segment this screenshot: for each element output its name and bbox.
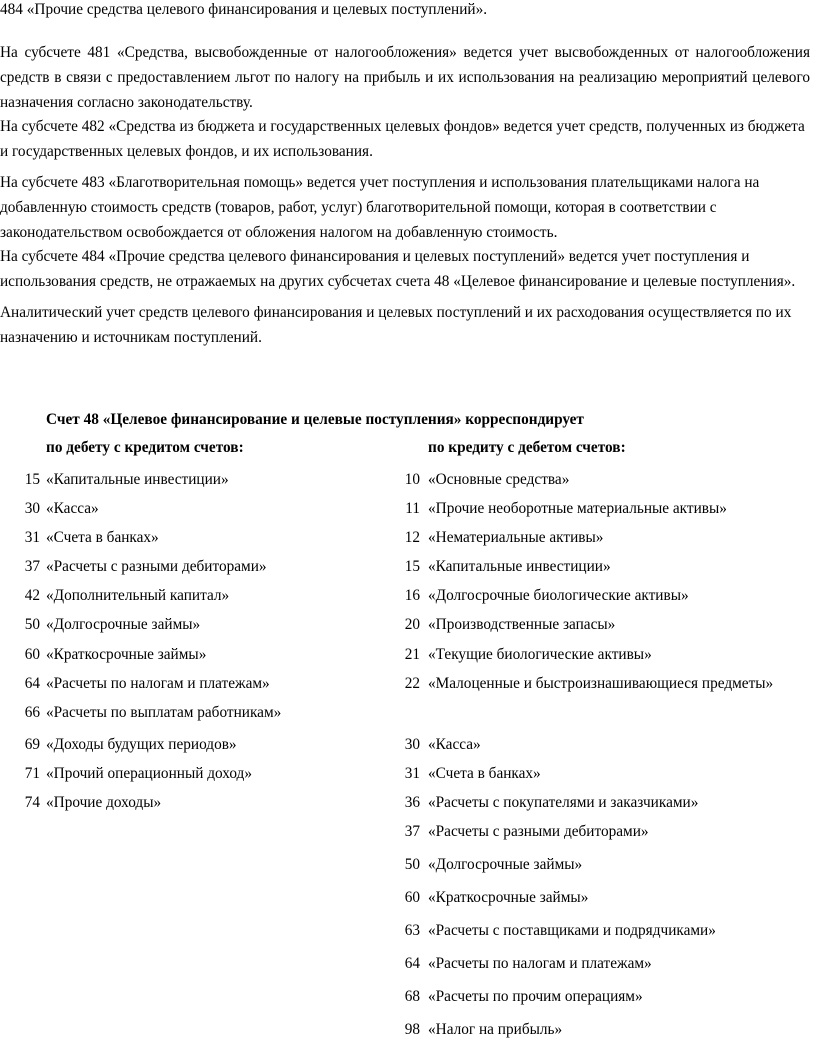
paragraph-analytics: Аналитический учет средств целевого финансирования и целевых поступлений и их расходования осуществляется по их назначению и источникам поступлений. [0,304,792,346]
credit-account-name: «Основные средства» [428,471,570,488]
debit-account-name: «Счета в банках» [46,529,159,546]
debit-account-name: «Прочие доходы» [46,794,162,811]
credit-account-number: 31 [404,765,420,782]
credit-account-number: 60 [404,889,420,906]
debit-account-name: «Доходы будущих периодов» [46,736,237,753]
credit-account-name: «Долгосрочные биологические активы» [428,587,689,604]
credit-account-name: «Нематериальные активы» [428,529,604,546]
debit-account-number: 31 [24,529,40,546]
debit-account-name: «Касса» [46,500,99,517]
credit-account-number: 21 [404,646,420,663]
credit-account-name: «Счета в банках» [428,765,541,782]
credit-account-name: «Расчеты с поставщиками и подрядчиками» [428,922,716,939]
credit-account-number: 15 [404,558,420,575]
credit-account-number: 68 [404,988,420,1005]
debit-account-name: «Прочий операционный доход» [46,765,252,782]
debit-account-number: 15 [24,471,40,488]
debit-account-name: «Расчеты по налогам и платежам» [46,675,270,692]
debit-account-number: 30 [24,500,40,517]
debit-account-name: «Расчеты с разными дебиторами» [46,558,267,575]
debit-account-name: «Расчеты по выплатам работникам» [46,704,282,721]
paragraph-481: На субсчете 481 «Средства, высвобожденные от налогообложения» ведется учет высвобожденных от налогообложения средств в связи с предоставлением льгот по налогу на прибыль и их использования на реализацию мероприятий целевого назначения согласно законодательству. [0,44,810,111]
credit-account-name: «Расчеты по прочим операциям» [428,988,643,1005]
debit-account-number: 50 [24,616,40,633]
credit-account-number: 30 [404,736,420,753]
debit-account-number: 66 [24,704,40,721]
credit-account-number: 37 [404,823,420,840]
paragraph-484: На субсчете 484 «Прочие средства целевого финансирования и целевых поступлений» ведется учет поступления и использования средств, не отражаемых на других субсчетах счета 48 «Целевое финансирование и целевые поступления». [0,248,796,290]
credit-account-name: «Малоценные и быстроизнашивающиеся предметы» [428,675,774,692]
credit-account-name: «Капитальные инвестиции» [428,558,611,575]
credit-account-number: 10 [404,471,420,488]
credit-account-number: 11 [405,500,420,517]
credit-account-name: «Расчеты с покупателями и заказчиками» [428,794,699,811]
debit-account-name: «Краткосрочные займы» [46,646,207,663]
credit-header: по кредиту с дебетом счетов: [428,439,626,456]
debit-account-number: 60 [24,646,40,663]
credit-account-name: «Текущие биологические активы» [428,646,652,663]
credit-account-name: «Краткосрочные займы» [428,889,589,906]
debit-account-number: 37 [24,558,40,575]
credit-account-name: «Прочие необоротные материальные активы» [428,500,727,517]
credit-account-name: «Долгосрочные займы» [428,856,583,873]
credit-account-name: «Касса» [428,736,481,753]
debit-account-number: 42 [24,587,40,604]
credit-account-number: 64 [404,955,420,972]
debit-account-number: 69 [24,736,40,753]
credit-account-number: 98 [404,1021,420,1038]
debit-account-name: «Долгосрочные займы» [46,616,201,633]
credit-account-number: 16 [404,587,420,604]
credit-account-number: 12 [404,529,420,546]
debit-account-number: 64 [24,675,40,692]
debit-account-name: «Дополнительный капитал» [46,587,230,604]
credit-account-number: 22 [404,675,420,692]
debit-account-number: 71 [24,765,40,782]
credit-account-name: «Расчеты с разными дебиторами» [428,823,649,840]
debit-header: по дебету с кредитом счетов: [46,439,244,456]
credit-account-number: 36 [404,794,420,811]
credit-account-name: «Производственные запасы» [428,616,616,633]
credit-account-name: «Налог на прибыль» [428,1021,563,1038]
paragraph-482: На субсчете 482 «Средства из бюджета и государственных целевых фондов» ведется учет средств, полученных из бюджета и государственных целевых фондов, и их использования. [0,118,805,160]
credit-account-name: «Расчеты по налогам и платежам» [428,955,652,972]
paragraph-483: На субсчете 483 «Благотворительная помощь» ведется учет поступления и использования плательщиками налога на добавленную стоимость средств (товаров, работ, услуг) благотворительной помощи, которая в соответствии с законодательством освобождается от обложения налогом на добавленную стоимость. [0,174,760,241]
credit-account-number: 20 [404,616,420,633]
correspondence-title: Счет 48 «Целевое финансирование и целевые поступления» корреспондирует [46,411,584,428]
credit-account-number: 63 [404,922,420,939]
intro-line: 484 «Прочие средства целевого финансирования и целевых поступлений». [0,1,488,18]
credit-account-number: 50 [404,856,420,873]
debit-account-number: 74 [24,794,40,811]
debit-account-name: «Капитальные инвестиции» [46,471,229,488]
